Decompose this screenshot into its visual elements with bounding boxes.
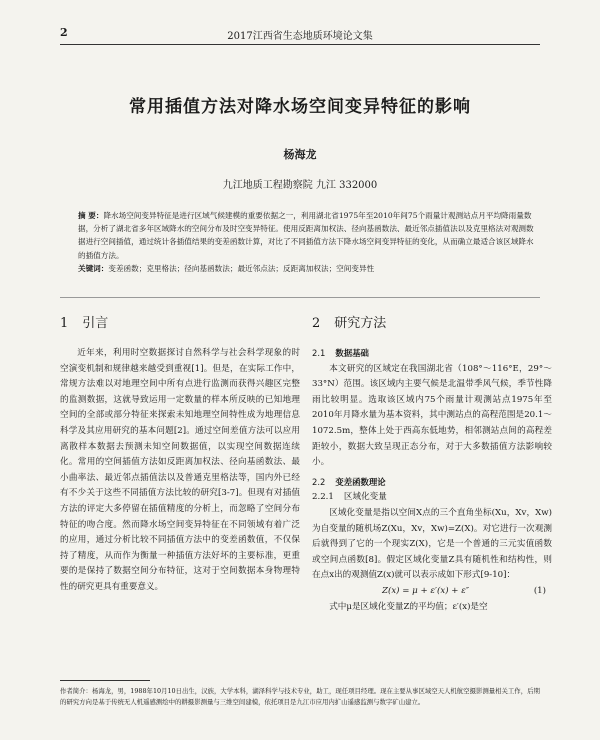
paper-title: 常用插值方法对降水场空间变异特征的影响 [129, 97, 471, 117]
author-name: 杨海龙 [283, 148, 317, 161]
section-number: 1 [60, 316, 69, 331]
equation-1 [312, 584, 552, 600]
left-column [60, 314, 300, 596]
subsection-number: 2.1 [312, 348, 326, 358]
section-1-heading [60, 314, 300, 334]
keywords-label: 关键词： [78, 263, 109, 273]
subsubsection-number: 2.2.1 [312, 492, 334, 503]
abstract-text: 降水场空间变异特征是进行区域气候建模的重要依据之一，利用湖北省1975年至2010年间75个雨量计观测站点月平均降雨量数据，分析了湖北省多年区域降水的空间分布及时空变异特征。使用反距离加权法、径向基函数法、最近邻点插值法以及克里格法对观测数据进行空间插值，通过统计各插值结果的变差函数计算，对比了不同插值方法下降水场空间变异特征的变化，从而确立最适合该区域降水的插值方法。 [78, 211, 534, 260]
subsection-number: 2.2 [312, 476, 326, 487]
equation-text: Z(x) = μ + ε′(x) + ε″ [382, 585, 470, 596]
abstract-label: 摘 要： [78, 211, 104, 220]
data-basis-paragraph: 本文研究的区域定在我国湖北省（108°～116°E，29°～33°N）范围。该区域内主要气候是北温带季风气候，季节性降雨比较明显。选取该区域内75个雨量计观测站点1975年至2010年月降水量为基本资料，其中测站点的高程范围是20.1～1072.5m，整体上处于西高东低地势，相邻测站点间的高程差距较小，数据大致呈现正态分布，对于大多数插值方法影响较小。 [312, 363, 552, 468]
keywords-line [78, 262, 536, 275]
subsection-2-1-heading [312, 346, 552, 362]
section-2-heading [312, 314, 552, 334]
page-number: 2 [60, 26, 68, 39]
journal-title: 2017江西省生态地质环境论文集 [227, 31, 373, 42]
subsection-2-2-1-heading [312, 490, 552, 506]
subsubsection-title: 区域化变量 [343, 492, 387, 503]
abstract-divider [60, 297, 540, 298]
subsection-2-2-heading [312, 475, 552, 491]
author-affiliation: 九江地质工程勘察院 九江 332000 [222, 180, 378, 191]
section-title: 引言 [82, 316, 109, 331]
subsection-title: 数据基础 [335, 348, 369, 358]
abstract-paragraph [78, 209, 536, 262]
equation-explanation: 式中μ是区域化变量Z的平均值；ε′(x)是空 [329, 601, 488, 612]
author-footnote: 作者简介：杨海龙，男，1988年10月10日出生，汉族，大学本科，湖泽科学与技术专业，助工，现任项目经理。现在主要从事区域空天人机航空摄影测量相关工作，后期的研究方向是基于传统无人机遥感测绘中的耕摄影测量与三维空间建模，依托项目是九江市应用内扩山遥感监测与数字矿山建立。 [60, 687, 540, 706]
running-header [60, 24, 540, 45]
abstract-block [78, 209, 536, 275]
subsection-title: 变差函数理论 [335, 476, 386, 487]
right-column [312, 314, 552, 615]
keywords-text: 变差函数；克里格法；径向基函数法；最近邻点法；反距离加权法；空间变异性 [108, 263, 375, 273]
introduction-paragraph: 近年来，利用时空数据探讨自然科学与社会科学现象的时空演变机制和规律越来越受到重视[1]。但是，在实际工作中，常规方法难以对地理空间中所有点进行监测而获得兴趣区完整的监测数据，这就导致运用一定数量的样本所反映的已知地理空间的全部或部分特征来探索未知地理空间特性成为地理信息科学及其应用研究的基本问题[2]。通过空间差值方法可以应用离散样本数据去预测未知空间数据值，以实现空间数据连续化。常用的空间插值方法如反距离加权法、径向基函数法、最小曲率法、最近邻点插值法以及普通克里格法等，国内外已经有不少关于这些不同插值方法比较的研究[3-7]。但现有对插值方法的评定大多停留在插值精度的分析上，而忽略了空间分布特征的吻合度。然而降水场空间变异特征在不同领域有着广泛的应用，通过分析比较不同插值方法中的变差函数值，不仅保持了精度，从而作为衡量一种插值方法好坏的主要标准，更重要的是保持了数据空间分布特征，这对于空间数据本身物理特性的研究更具有重要意义。 [60, 348, 300, 592]
footnote-rule [60, 680, 150, 681]
section-title: 研究方法 [334, 316, 387, 331]
section-number: 2 [312, 316, 321, 331]
equation-number: (1) [533, 585, 546, 596]
regionalized-variable-paragraph: 区域化变量是指以空间X点的三个直角坐标(Xu，Xv，Xw)为自变量的随机场Z(Xu，Xv，Xw)=Z(X)。对它进行一次观测后就得到了它的一个现实Z(X)，它是一个普通的三元实值函数或空间点函数[8]。假定区域化变量Z具有随机性和结构性，则在点x出的观测值Z(x)就可以表示成如下形式[9-10]： [312, 507, 552, 581]
